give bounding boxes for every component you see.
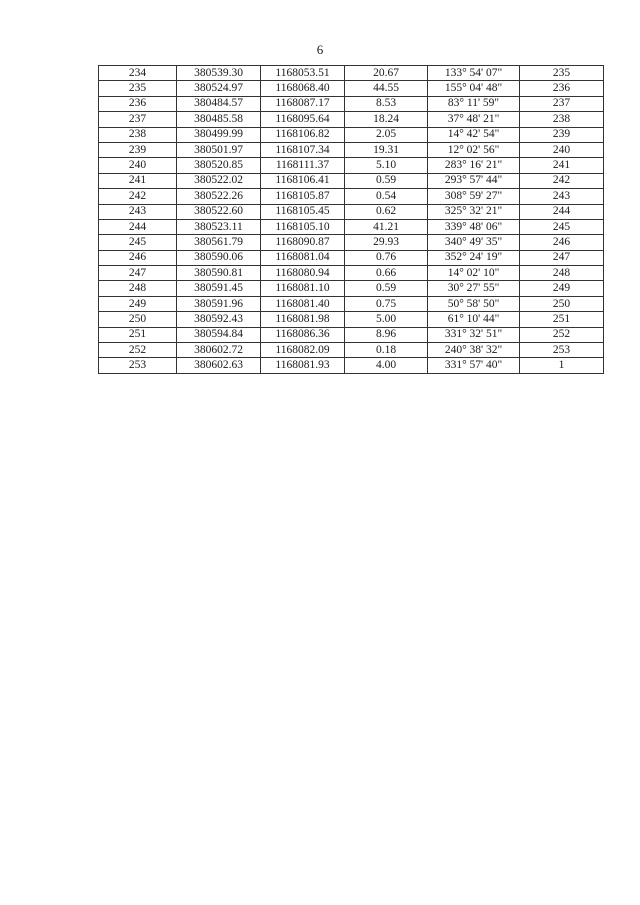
distance-cell: 19.31 — [345, 142, 428, 157]
point-number-cell: 249 — [99, 296, 177, 311]
y-coordinate-cell: 1168081.10 — [261, 281, 345, 296]
x-coordinate-cell: 380591.45 — [177, 281, 261, 296]
point-number-cell: 235 — [99, 81, 177, 96]
bearing-cell: 308° 59' 27" — [428, 189, 520, 204]
bearing-cell: 325° 32' 21" — [428, 204, 520, 219]
bearing-cell: 37° 48' 21" — [428, 112, 520, 127]
y-coordinate-cell: 1168106.82 — [261, 127, 345, 142]
distance-cell: 18.24 — [345, 112, 428, 127]
y-coordinate-cell: 1168090.87 — [261, 235, 345, 250]
table-row — [99, 127, 604, 142]
x-coordinate-cell: 380520.85 — [177, 158, 261, 173]
bearing-cell: 61° 10' 44" — [428, 312, 520, 327]
table-row — [99, 327, 604, 342]
point-number-cell: 252 — [99, 343, 177, 358]
distance-cell: 41.21 — [345, 219, 428, 234]
next-point-cell: 238 — [520, 112, 604, 127]
distance-cell: 8.53 — [345, 96, 428, 111]
distance-cell: 0.18 — [345, 343, 428, 358]
x-coordinate-cell: 380592.43 — [177, 312, 261, 327]
bearing-cell: 133° 54' 07" — [428, 66, 520, 81]
next-point-cell: 235 — [520, 66, 604, 81]
y-coordinate-cell: 1168105.45 — [261, 204, 345, 219]
point-number-cell: 234 — [99, 66, 177, 81]
next-point-cell: 245 — [520, 219, 604, 234]
table-row — [99, 250, 604, 265]
point-number-cell: 246 — [99, 250, 177, 265]
x-coordinate-cell: 380522.02 — [177, 173, 261, 188]
next-point-cell: 242 — [520, 173, 604, 188]
y-coordinate-cell: 1168080.94 — [261, 266, 345, 281]
bearing-cell: 30° 27' 55" — [428, 281, 520, 296]
point-number-cell: 253 — [99, 358, 177, 373]
point-number-cell: 248 — [99, 281, 177, 296]
table-row — [99, 235, 604, 250]
y-coordinate-cell: 1168106.41 — [261, 173, 345, 188]
distance-cell: 0.66 — [345, 266, 428, 281]
coordinates-table-body — [99, 66, 604, 374]
x-coordinate-cell: 380594.84 — [177, 327, 261, 342]
next-point-cell: 236 — [520, 81, 604, 96]
bearing-cell: 14° 02' 10" — [428, 266, 520, 281]
x-coordinate-cell: 380499.99 — [177, 127, 261, 142]
table-row — [99, 142, 604, 157]
x-coordinate-cell: 380591.96 — [177, 296, 261, 311]
bearing-cell: 14° 42' 54" — [428, 127, 520, 142]
table-row — [99, 204, 604, 219]
x-coordinate-cell: 380602.72 — [177, 343, 261, 358]
next-point-cell: 241 — [520, 158, 604, 173]
table-row — [99, 173, 604, 188]
y-coordinate-cell: 1168107.34 — [261, 142, 345, 157]
next-point-cell: 253 — [520, 343, 604, 358]
next-point-cell: 244 — [520, 204, 604, 219]
distance-cell: 5.00 — [345, 312, 428, 327]
x-coordinate-cell: 380522.60 — [177, 204, 261, 219]
table-row — [99, 219, 604, 234]
y-coordinate-cell: 1168081.40 — [261, 296, 345, 311]
point-number-cell: 245 — [99, 235, 177, 250]
distance-cell: 0.59 — [345, 173, 428, 188]
bearing-cell: 331° 57' 40" — [428, 358, 520, 373]
distance-cell: 0.75 — [345, 296, 428, 311]
table-row — [99, 112, 604, 127]
next-point-cell: 240 — [520, 142, 604, 157]
bearing-cell: 331° 32' 51" — [428, 327, 520, 342]
table-row — [99, 312, 604, 327]
page-number: 6 — [316, 42, 324, 57]
distance-cell: 5.10 — [345, 158, 428, 173]
distance-cell: 0.76 — [345, 250, 428, 265]
point-number-cell: 243 — [99, 204, 177, 219]
point-number-cell: 244 — [99, 219, 177, 234]
table-row — [99, 343, 604, 358]
distance-cell: 2.05 — [345, 127, 428, 142]
distance-cell: 0.62 — [345, 204, 428, 219]
y-coordinate-cell: 1168081.93 — [261, 358, 345, 373]
point-number-cell: 239 — [99, 142, 177, 157]
next-point-cell: 246 — [520, 235, 604, 250]
bearing-cell: 339° 48' 06" — [428, 219, 520, 234]
x-coordinate-cell: 380561.79 — [177, 235, 261, 250]
table-row — [99, 81, 604, 96]
point-number-cell: 247 — [99, 266, 177, 281]
bearing-cell: 352° 24' 19" — [428, 250, 520, 265]
bearing-cell: 293° 57' 44" — [428, 173, 520, 188]
y-coordinate-cell: 1168053.51 — [261, 66, 345, 81]
x-coordinate-cell: 380524.97 — [177, 81, 261, 96]
point-number-cell: 236 — [99, 96, 177, 111]
point-number-cell: 240 — [99, 158, 177, 173]
distance-cell: 0.59 — [345, 281, 428, 296]
distance-cell: 20.67 — [345, 66, 428, 81]
x-coordinate-cell: 380485.58 — [177, 112, 261, 127]
next-point-cell: 250 — [520, 296, 604, 311]
table-row — [99, 296, 604, 311]
next-point-cell: 251 — [520, 312, 604, 327]
point-number-cell: 251 — [99, 327, 177, 342]
x-coordinate-cell: 380522.26 — [177, 189, 261, 204]
next-point-cell: 248 — [520, 266, 604, 281]
table-row — [99, 189, 604, 204]
next-point-cell: 247 — [520, 250, 604, 265]
y-coordinate-cell: 1168068.40 — [261, 81, 345, 96]
y-coordinate-cell: 1168082.09 — [261, 343, 345, 358]
next-point-cell: 1 — [520, 358, 604, 373]
bearing-cell: 155° 04' 48" — [428, 81, 520, 96]
y-coordinate-cell: 1168095.64 — [261, 112, 345, 127]
next-point-cell: 237 — [520, 96, 604, 111]
x-coordinate-cell: 380484.57 — [177, 96, 261, 111]
bearing-cell: 83° 11' 59" — [428, 96, 520, 111]
x-coordinate-cell: 380501.97 — [177, 142, 261, 157]
y-coordinate-cell: 1168086.36 — [261, 327, 345, 342]
distance-cell: 8.96 — [345, 327, 428, 342]
point-number-cell: 237 — [99, 112, 177, 127]
distance-cell: 44.55 — [345, 81, 428, 96]
x-coordinate-cell: 380590.06 — [177, 250, 261, 265]
next-point-cell: 239 — [520, 127, 604, 142]
y-coordinate-cell: 1168081.04 — [261, 250, 345, 265]
point-number-cell: 241 — [99, 173, 177, 188]
point-number-cell: 238 — [99, 127, 177, 142]
distance-cell: 4.00 — [345, 358, 428, 373]
y-coordinate-cell: 1168087.17 — [261, 96, 345, 111]
bearing-cell: 240° 38' 32" — [428, 343, 520, 358]
point-number-cell: 250 — [99, 312, 177, 327]
coordinates-table — [98, 65, 604, 374]
distance-cell: 29.93 — [345, 235, 428, 250]
bearing-cell: 283° 16' 21" — [428, 158, 520, 173]
distance-cell: 0.54 — [345, 189, 428, 204]
y-coordinate-cell: 1168081.98 — [261, 312, 345, 327]
next-point-cell: 249 — [520, 281, 604, 296]
y-coordinate-cell: 1168105.10 — [261, 219, 345, 234]
bearing-cell: 50° 58' 50" — [428, 296, 520, 311]
next-point-cell: 252 — [520, 327, 604, 342]
bearing-cell: 12° 02' 56" — [428, 142, 520, 157]
table-row — [99, 66, 604, 81]
point-number-cell: 242 — [99, 189, 177, 204]
x-coordinate-cell: 380539.30 — [177, 66, 261, 81]
table-row — [99, 358, 604, 373]
table-row — [99, 281, 604, 296]
y-coordinate-cell: 1168111.37 — [261, 158, 345, 173]
table-row — [99, 158, 604, 173]
x-coordinate-cell: 380590.81 — [177, 266, 261, 281]
table-row — [99, 96, 604, 111]
x-coordinate-cell: 380523.11 — [177, 219, 261, 234]
bearing-cell: 340° 49' 35" — [428, 235, 520, 250]
table-row — [99, 266, 604, 281]
y-coordinate-cell: 1168105.87 — [261, 189, 345, 204]
next-point-cell: 243 — [520, 189, 604, 204]
x-coordinate-cell: 380602.63 — [177, 358, 261, 373]
